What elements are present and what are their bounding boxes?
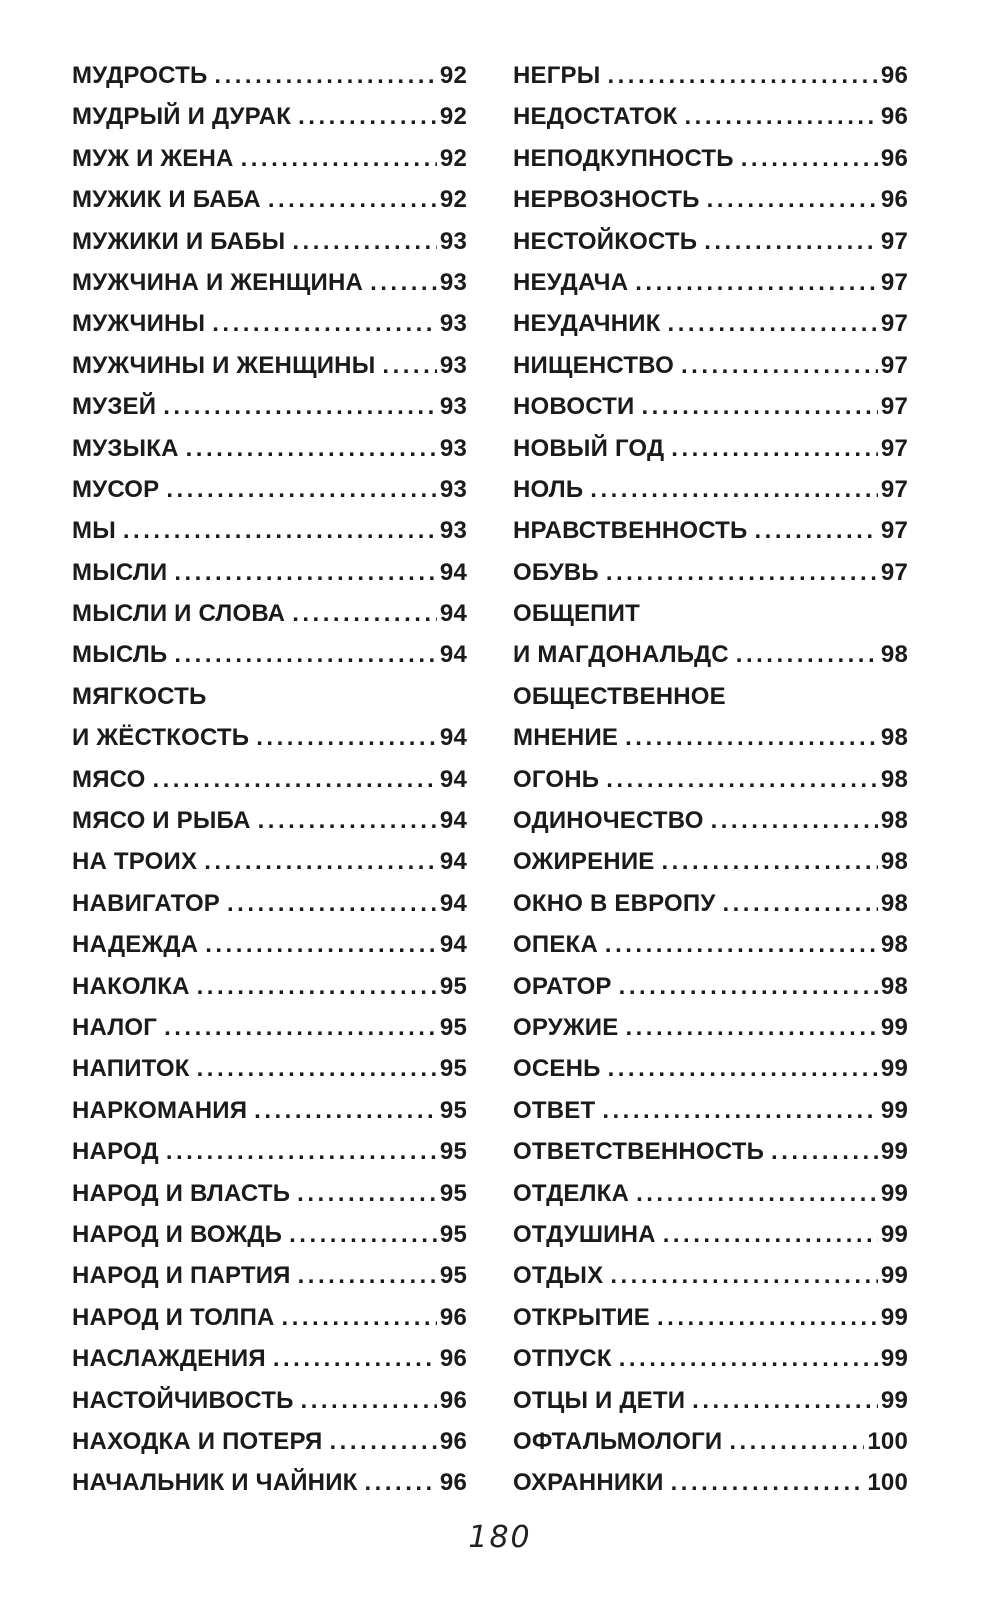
toc-column-right xyxy=(513,62,908,1511)
dot-leader xyxy=(671,435,878,463)
dot-leader xyxy=(298,103,437,131)
toc-entry-title: МЯСО И РЫБА xyxy=(72,807,251,835)
toc-entry xyxy=(72,931,467,972)
dot-leader xyxy=(590,476,878,504)
toc-entry xyxy=(72,683,467,724)
toc-entry xyxy=(513,600,908,641)
toc-entry xyxy=(513,1304,908,1345)
toc-entry xyxy=(513,1138,908,1179)
dot-leader xyxy=(668,310,878,338)
toc-entry-title: ОТКРЫТИЕ xyxy=(513,1303,650,1331)
toc-entry-title: ОПЕКА xyxy=(513,931,598,959)
toc-entry-page-number: 100 xyxy=(867,1469,908,1497)
dot-leader xyxy=(685,103,878,131)
toc-entry-page-number: 94 xyxy=(439,724,467,752)
toc-entry-title: НОВОСТИ xyxy=(513,393,635,421)
toc-entry-title: НАКОЛКА xyxy=(72,972,190,1000)
toc-entry-page-number: 96 xyxy=(880,62,908,89)
toc-entry-title: ОРУЖИЕ xyxy=(513,1013,619,1041)
toc-entry-page-number: 99 xyxy=(880,1096,908,1124)
toc-entry-page-number: 94 xyxy=(439,600,467,628)
toc-entry-page-number: 100 xyxy=(867,1427,908,1455)
dot-leader xyxy=(671,1469,865,1497)
dot-leader xyxy=(636,1180,878,1208)
toc-entry-title: МУЖИК И БАБА xyxy=(72,186,261,214)
toc-entry-title: НЕРВОЗНОСТЬ xyxy=(513,186,700,214)
toc-entry xyxy=(72,435,467,476)
toc-entry-title: НАРОД И ПАРТИЯ xyxy=(72,1262,291,1290)
toc-entry-page-number: 97 xyxy=(880,475,908,503)
dot-leader xyxy=(605,931,878,959)
toc-entry-page-number: 98 xyxy=(880,889,908,917)
toc-entry xyxy=(513,931,908,972)
toc-entry-page-number: 95 xyxy=(439,1220,467,1248)
dot-leader xyxy=(625,1014,877,1042)
toc-entry-page-number: 99 xyxy=(880,1345,908,1373)
toc-entry xyxy=(72,641,467,682)
dot-leader xyxy=(771,1138,878,1166)
toc-entry-page-number: 94 xyxy=(439,807,467,835)
dot-leader xyxy=(729,1428,864,1456)
toc-entry xyxy=(513,559,908,600)
toc-entry xyxy=(513,103,908,144)
toc-entry xyxy=(513,641,908,682)
toc-entry-title: ОГОНЬ xyxy=(513,765,600,793)
toc-entry-title: НОВЫЙ ГОД xyxy=(513,434,665,462)
dot-leader xyxy=(635,269,878,297)
dot-leader xyxy=(205,931,437,959)
toc-entry-page-number: 98 xyxy=(880,807,908,835)
toc-entry-title: НАРОД И ТОЛПА xyxy=(72,1303,275,1331)
toc-entry xyxy=(72,1469,467,1510)
toc-entry-page-number: 99 xyxy=(880,1262,908,1290)
toc-entry xyxy=(72,352,467,393)
dot-leader xyxy=(365,1469,437,1497)
dot-leader xyxy=(282,1304,437,1332)
toc-entry xyxy=(72,1345,467,1386)
toc-entry xyxy=(72,186,467,227)
dot-leader xyxy=(174,559,437,587)
toc-entry xyxy=(72,228,467,269)
toc-entry xyxy=(72,848,467,889)
toc-entry-page-number: 96 xyxy=(880,144,908,172)
dot-leader xyxy=(123,517,437,545)
toc-entry xyxy=(513,476,908,517)
dot-leader xyxy=(186,435,437,463)
dot-leader xyxy=(166,1138,437,1166)
toc-entry xyxy=(513,1097,908,1138)
dot-leader xyxy=(197,973,437,1001)
toc-entry-title: НАРКОМАНИЯ xyxy=(72,1096,248,1124)
toc-entry-title: ОКНО В ЕВРОПУ xyxy=(513,889,716,917)
dot-leader xyxy=(214,62,436,90)
dot-leader xyxy=(608,1055,878,1083)
dot-leader xyxy=(254,1097,437,1125)
toc-entry-title: НЕУДАЧА xyxy=(513,268,629,296)
dot-leader xyxy=(741,145,878,173)
toc-entry-page-number: 96 xyxy=(439,1303,467,1331)
dot-leader xyxy=(707,186,878,214)
toc-entry-title: МУЗЕЙ xyxy=(72,393,157,421)
toc-entry xyxy=(513,435,908,476)
toc-entry xyxy=(513,1262,908,1303)
toc-entry-page-number: 99 xyxy=(880,1179,908,1207)
toc-entry-page-number: 93 xyxy=(439,351,467,379)
toc-entry-page-number: 93 xyxy=(439,475,467,503)
toc-entry-page-number: 93 xyxy=(439,268,467,296)
toc-entry xyxy=(72,269,467,310)
toc-entry xyxy=(72,145,467,186)
dot-leader xyxy=(722,890,877,918)
toc-entry-page-number: 96 xyxy=(439,1345,467,1373)
toc-entry-title: НАРОД xyxy=(72,1138,159,1166)
dot-leader xyxy=(662,848,878,876)
toc-entry-page-number: 94 xyxy=(439,931,467,959)
dot-leader xyxy=(227,890,437,918)
toc-entry xyxy=(72,1097,467,1138)
dot-leader xyxy=(330,1428,437,1456)
dot-leader xyxy=(606,766,878,794)
toc-entry-page-number: 97 xyxy=(880,268,908,296)
toc-entry-page-number: 97 xyxy=(880,434,908,462)
dot-leader xyxy=(197,1055,437,1083)
dot-leader xyxy=(681,352,878,380)
toc-entry-page-number: 99 xyxy=(880,1220,908,1248)
toc-entry-title: МУСОР xyxy=(72,475,160,503)
dot-leader xyxy=(704,228,878,256)
toc-entry xyxy=(72,103,467,144)
dot-leader xyxy=(164,1014,437,1042)
table-of-contents xyxy=(72,62,908,1511)
toc-entry-page-number: 94 xyxy=(439,641,467,669)
toc-entry xyxy=(72,62,467,103)
dot-leader xyxy=(268,186,437,214)
toc-entry-title: МЫСЛИ И СЛОВА xyxy=(72,600,286,628)
toc-entry-title: МУЖ И ЖЕНА xyxy=(72,144,234,172)
toc-entry xyxy=(72,890,467,931)
dot-leader xyxy=(166,476,437,504)
dot-leader xyxy=(301,1387,437,1415)
toc-entry xyxy=(72,476,467,517)
toc-entry-title: НАХОДКА И ПОТЕРЯ xyxy=(72,1427,323,1455)
toc-entry-title: ОТВЕТ xyxy=(513,1096,596,1124)
toc-entry xyxy=(72,310,467,351)
toc-entry-title: ОТДУШИНА xyxy=(513,1220,656,1248)
toc-entry xyxy=(72,973,467,1014)
toc-entry-page-number: 97 xyxy=(880,393,908,421)
toc-entry-page-number: 92 xyxy=(439,144,467,172)
toc-entry-page-number: 93 xyxy=(439,393,467,421)
toc-entry xyxy=(72,1262,467,1303)
dot-leader xyxy=(607,62,877,90)
toc-entry-title: НЕДОСТАТОК xyxy=(513,103,678,131)
toc-entry-page-number: 96 xyxy=(439,1469,467,1497)
dot-leader xyxy=(711,807,878,835)
toc-entry xyxy=(72,724,467,765)
toc-entry-page-number: 92 xyxy=(439,62,467,89)
toc-entry-page-number: 96 xyxy=(439,1386,467,1414)
toc-entry-page-number: 99 xyxy=(880,1055,908,1083)
toc-entry-page-number: 97 xyxy=(880,227,908,255)
toc-entry-page-number: 98 xyxy=(880,972,908,1000)
toc-entry-title: НАРОД И ВОЖДЬ xyxy=(72,1220,283,1248)
dot-leader xyxy=(370,269,437,297)
toc-entry-page-number: 99 xyxy=(880,1138,908,1166)
toc-entry-page-number: 98 xyxy=(880,931,908,959)
dot-leader xyxy=(610,1262,878,1290)
toc-entry-page-number: 97 xyxy=(880,517,908,545)
dot-leader xyxy=(297,1180,437,1208)
dot-leader xyxy=(273,1345,437,1373)
toc-entry-title: И МАГДОНАЛЬДС xyxy=(513,641,729,669)
toc-entry xyxy=(72,1221,467,1262)
toc-entry xyxy=(513,517,908,558)
toc-entry-title: НОЛЬ xyxy=(513,475,584,503)
dot-leader xyxy=(625,724,878,752)
dot-leader xyxy=(602,1097,878,1125)
toc-entry xyxy=(72,807,467,848)
toc-entry xyxy=(513,228,908,269)
toc-entry xyxy=(513,1469,908,1510)
dot-leader xyxy=(298,1262,437,1290)
toc-column-left xyxy=(72,62,467,1511)
toc-entry-page-number: 95 xyxy=(439,972,467,1000)
toc-entry-title: НЕСТОЙКОСТЬ xyxy=(513,227,698,255)
toc-entry-title: МНЕНИЕ xyxy=(513,724,619,752)
dot-leader xyxy=(736,641,878,669)
toc-entry xyxy=(513,1345,908,1386)
toc-entry-page-number: 96 xyxy=(439,1427,467,1455)
dot-leader xyxy=(258,807,437,835)
toc-entry-page-number: 94 xyxy=(439,765,467,793)
toc-entry xyxy=(72,517,467,558)
toc-entry-page-number: 93 xyxy=(439,310,467,338)
toc-entry-title: И ЖЁСТКОСТЬ xyxy=(72,724,250,752)
toc-entry-title: ОБЩЕСТВЕННОЕ xyxy=(513,682,726,710)
toc-entry-title: МЫСЛЬ xyxy=(72,641,168,669)
toc-entry-title: НАЛОГ xyxy=(72,1013,158,1041)
toc-entry xyxy=(513,848,908,889)
toc-entry xyxy=(72,1014,467,1055)
toc-entry-page-number: 95 xyxy=(439,1096,467,1124)
page-number-footer: 180 xyxy=(468,1520,532,1555)
toc-entry xyxy=(513,766,908,807)
toc-entry xyxy=(513,310,908,351)
dot-leader xyxy=(241,145,437,173)
toc-entry-title: ОБУВЬ xyxy=(513,558,599,586)
dot-leader xyxy=(619,1345,878,1373)
toc-entry-title: НАДЕЖДА xyxy=(72,931,199,959)
toc-entry xyxy=(72,1304,467,1345)
toc-entry-title: ОТПУСК xyxy=(513,1345,612,1373)
toc-entry-page-number: 96 xyxy=(880,186,908,214)
toc-entry xyxy=(513,1180,908,1221)
dot-leader xyxy=(755,517,878,545)
dot-leader xyxy=(152,766,436,794)
toc-entry xyxy=(513,973,908,1014)
toc-entry xyxy=(513,1387,908,1428)
toc-entry-title: ОБЩЕПИТ xyxy=(513,600,640,628)
toc-entry-title: ОФТАЛЬМОЛОГИ xyxy=(513,1427,723,1455)
toc-entry-title: МУДРОСТЬ xyxy=(72,62,208,89)
toc-entry xyxy=(72,393,467,434)
toc-entry-title: ОТЦЫ И ДЕТИ xyxy=(513,1386,686,1414)
dot-leader xyxy=(174,641,437,669)
toc-entry xyxy=(513,145,908,186)
toc-entry xyxy=(513,1428,908,1469)
toc-entry xyxy=(72,1055,467,1096)
toc-entry-title: НРАВСТВЕННОСТЬ xyxy=(513,517,748,545)
dot-leader xyxy=(606,559,878,587)
toc-entry xyxy=(513,890,908,931)
toc-entry xyxy=(513,186,908,227)
toc-entry-title: МЯГКОСТЬ xyxy=(72,682,207,710)
toc-entry-title: ОТВЕТСТВЕННОСТЬ xyxy=(513,1138,765,1166)
toc-entry xyxy=(72,559,467,600)
toc-entry-title: МУЖЧИНЫ xyxy=(72,310,206,338)
toc-entry-page-number: 98 xyxy=(880,724,908,752)
toc-entry-page-number: 92 xyxy=(439,186,467,214)
toc-entry xyxy=(513,683,908,724)
toc-entry-page-number: 93 xyxy=(439,434,467,462)
toc-entry-page-number: 99 xyxy=(880,1386,908,1414)
toc-entry-page-number: 93 xyxy=(439,517,467,545)
toc-entry-title: МЫСЛИ xyxy=(72,558,168,586)
toc-entry xyxy=(513,1055,908,1096)
dot-leader xyxy=(292,600,437,628)
toc-entry xyxy=(72,766,467,807)
dot-leader xyxy=(256,724,437,752)
toc-entry-page-number: 95 xyxy=(439,1013,467,1041)
toc-entry-page-number: 92 xyxy=(439,103,467,131)
toc-entry-page-number: 96 xyxy=(880,103,908,131)
toc-entry-title: ОЖИРЕНИЕ xyxy=(513,848,655,876)
toc-entry-page-number: 97 xyxy=(880,558,908,586)
toc-entry-title: ОХРАННИКИ xyxy=(513,1469,664,1497)
toc-entry-page-number: 98 xyxy=(880,765,908,793)
dot-leader xyxy=(619,973,878,1001)
toc-entry xyxy=(72,1387,467,1428)
toc-entry-title: ОРАТОР xyxy=(513,972,612,1000)
toc-entry-page-number: 95 xyxy=(439,1138,467,1166)
toc-entry-title: НИЩЕНСТВО xyxy=(513,351,674,379)
dot-leader xyxy=(692,1387,878,1415)
toc-entry-title: НА ТРОИХ xyxy=(72,848,198,876)
toc-entry xyxy=(72,1428,467,1469)
toc-entry-page-number: 95 xyxy=(439,1055,467,1083)
toc-entry-title: МЯСО xyxy=(72,765,146,793)
toc-entry xyxy=(513,1014,908,1055)
toc-entry xyxy=(72,1180,467,1221)
toc-entry-title: ОТДЫХ xyxy=(513,1262,604,1290)
toc-entry-title: МУЖЧИНЫ И ЖЕНЩИНЫ xyxy=(72,351,376,379)
dot-leader xyxy=(163,393,437,421)
toc-entry-title: НАРОД И ВЛАСТЬ xyxy=(72,1179,291,1207)
dot-leader xyxy=(382,352,436,380)
toc-entry-page-number: 95 xyxy=(439,1179,467,1207)
toc-entry-page-number: 98 xyxy=(880,641,908,669)
toc-entry-title: МУЖИКИ И БАБЫ xyxy=(72,227,286,255)
toc-entry xyxy=(513,352,908,393)
toc-entry-title: НЕУДАЧНИК xyxy=(513,310,661,338)
toc-entry-title: НАСЛАЖДЕНИЯ xyxy=(72,1345,266,1373)
toc-entry-page-number: 95 xyxy=(439,1262,467,1290)
toc-entry-title: ОТДЕЛКА xyxy=(513,1179,630,1207)
toc-entry-title: ОДИНОЧЕСТВО xyxy=(513,807,704,835)
toc-entry-title: МУДРЫЙ И ДУРАК xyxy=(72,103,292,131)
toc-entry-page-number: 94 xyxy=(439,889,467,917)
toc-entry xyxy=(72,600,467,641)
dot-leader xyxy=(204,848,437,876)
toc-entry-title: НАВИГАТОР xyxy=(72,889,221,917)
toc-entry-title: ОСЕНЬ xyxy=(513,1055,601,1083)
dot-leader xyxy=(641,393,877,421)
dot-leader xyxy=(289,1221,437,1249)
toc-entry-page-number: 97 xyxy=(880,351,908,379)
toc-entry-title: НАЧАЛЬНИК И ЧАЙНИК xyxy=(72,1469,358,1497)
toc-entry xyxy=(513,62,908,103)
toc-entry-title: МУЖЧИНА И ЖЕНЩИНА xyxy=(72,268,364,296)
toc-entry-title: МУЗЫКА xyxy=(72,434,179,462)
toc-entry-page-number: 94 xyxy=(439,848,467,876)
toc-entry xyxy=(513,1221,908,1262)
toc-entry-page-number: 99 xyxy=(880,1303,908,1331)
dot-leader xyxy=(663,1221,878,1249)
toc-entry-title: НАПИТОК xyxy=(72,1055,190,1083)
toc-entry xyxy=(513,807,908,848)
toc-entry xyxy=(72,1138,467,1179)
toc-entry-title: НЕПОДКУПНОСТЬ xyxy=(513,144,734,172)
dot-leader xyxy=(657,1304,878,1332)
toc-entry-page-number: 98 xyxy=(880,848,908,876)
toc-entry-page-number: 97 xyxy=(880,310,908,338)
toc-entry-page-number: 93 xyxy=(439,227,467,255)
toc-entry xyxy=(513,269,908,310)
toc-entry xyxy=(513,724,908,765)
toc-entry-title: НАСТОЙЧИВОСТЬ xyxy=(72,1386,294,1414)
toc-entry-page-number: 94 xyxy=(439,558,467,586)
toc-entry-title: НЕГРЫ xyxy=(513,62,601,89)
dot-leader xyxy=(292,228,437,256)
toc-entry-title: МЫ xyxy=(72,517,116,545)
toc-entry-page-number: 99 xyxy=(880,1013,908,1041)
dot-leader xyxy=(212,310,437,338)
toc-entry xyxy=(513,393,908,434)
